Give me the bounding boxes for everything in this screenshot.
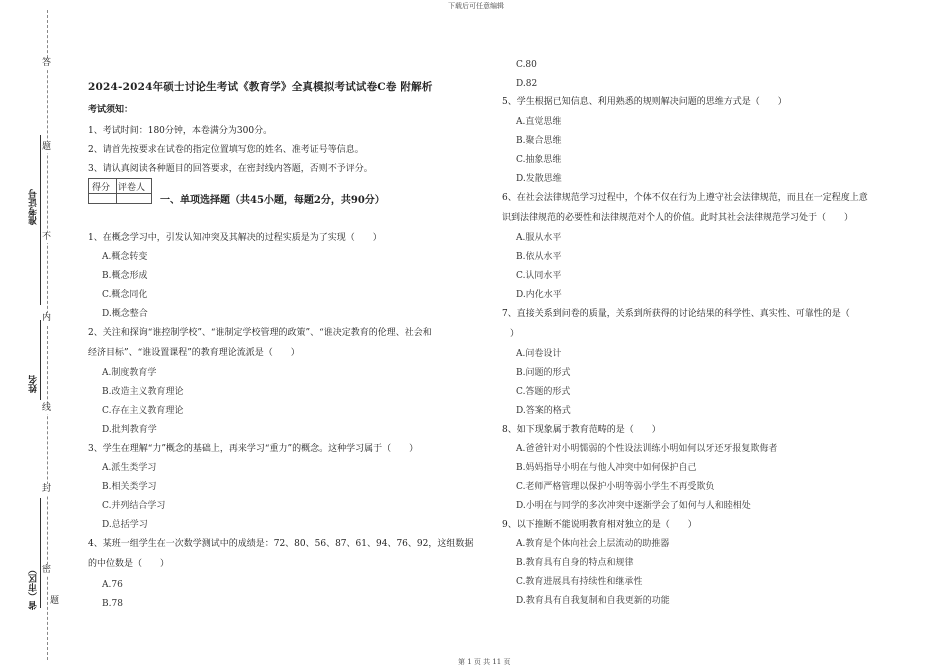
question-text-cont: ）	[510, 329, 520, 339]
answer-option[interactable]: B.相关类学习	[102, 482, 157, 492]
answer-option[interactable]: B.改造主义教育理论	[102, 387, 184, 397]
page-footer: 第 1 页 共 11 页	[458, 658, 511, 666]
answer-option[interactable]: B.教育具有自身的特点和规律	[516, 558, 634, 568]
grader-label: 评卷人	[118, 183, 146, 193]
answer-option[interactable]: D.82	[516, 79, 538, 89]
answer-option[interactable]: C.抽象思维	[516, 155, 562, 165]
answer-option[interactable]: A.爸爸针对小明懦弱的个性设法训练小明如何以牙还牙报复欺侮者	[516, 444, 778, 454]
answer-option[interactable]: C.并列结合学习	[102, 501, 166, 511]
answer-option[interactable]: A.教育是个体向社会上层流动的助推器	[516, 539, 670, 549]
answer-option[interactable]: A.76	[102, 580, 123, 590]
answer-option[interactable]: A.制度教育学	[102, 368, 157, 378]
answer-option[interactable]: D.教育具有自我复制和自我更新的功能	[516, 596, 670, 606]
answer-option[interactable]: C.答题的形式	[516, 387, 571, 397]
answer-option[interactable]: D.答案的格式	[516, 406, 571, 416]
question-text: 6、在社会法律规范学习过程中，个体不仅在行为上遵守社会法律规范，而且在一定程度上意	[502, 193, 868, 203]
question-text-cont: 经济目标”、“谁设置课程”的教育理论流派是（ ）	[88, 348, 300, 358]
answer-option[interactable]: C.存在主义教育理论	[102, 406, 184, 416]
answer-option[interactable]: A.服从水平	[516, 233, 562, 243]
answer-option[interactable]: B.问题的形式	[516, 368, 571, 378]
answer-option[interactable]: C.认同水平	[516, 271, 562, 281]
answer-option[interactable]: D.概念整合	[102, 309, 148, 319]
margin-char: 线	[42, 403, 52, 413]
header-note: 下载后可任意编辑	[448, 2, 504, 10]
answer-option[interactable]: A.派生类学习	[102, 463, 157, 473]
answer-option[interactable]: B.78	[102, 599, 123, 609]
exam-number-label: 准考证号	[29, 189, 39, 225]
answer-option[interactable]: B.概念形成	[102, 271, 148, 281]
margin-char: 封	[42, 484, 52, 494]
margin-char: 密	[42, 565, 52, 575]
question-text: 8、如下现象属于教育范畴的是（ ）	[502, 425, 661, 435]
answer-option[interactable]: D.小明在与同学的多次冲突中逐渐学会了如何与人和睦相处	[516, 501, 751, 511]
answer-option[interactable]: D.总括学习	[102, 520, 148, 530]
answer-option[interactable]: D.内化水平	[516, 290, 562, 300]
margin-char: 内	[42, 313, 52, 323]
notice-item: 3、请认真阅读各种题目的回答要求，在密封线内答题，否则不予评分。	[88, 164, 373, 174]
answer-option[interactable]: C.概念同化	[102, 290, 148, 300]
question-text-cont: 的中位数是（ ）	[88, 559, 170, 569]
exam-number-line	[40, 135, 41, 305]
answer-option[interactable]: A.直觉思维	[516, 117, 562, 127]
notice-item: 1、考试时间：180分钟，本卷满分为300分。	[88, 126, 273, 136]
margin-char: 题	[42, 142, 52, 152]
margin-char: 不	[42, 232, 52, 242]
answer-option[interactable]: D.发散思维	[516, 174, 562, 184]
question-text: 1、在概念学习中，引发认知冲突及其解决的过程实质是为了实现（ ）	[88, 233, 382, 243]
province-line	[40, 498, 41, 608]
answer-option[interactable]: C.教育进展具有持续性和继承性	[516, 577, 643, 587]
margin-char: 题	[50, 596, 60, 606]
question-text: 7、直接关系到问卷的质量，关系到所获得的讨论结果的科学性、真实性、可靠性的是（	[502, 309, 850, 319]
answer-option[interactable]: A.概念转变	[102, 252, 148, 262]
paper-title: 2024-2024年硕士讨论生考试《教育学》全真模拟考试试卷C卷 附解析	[88, 81, 433, 93]
province-label: 省（市区）	[29, 565, 39, 610]
question-text-cont: 识到法律规范的必要性和法律规范对个人的价值。此时其社会法律规范学习处于（ ）	[502, 213, 854, 223]
name-line	[40, 320, 41, 400]
notice-item: 2、请首先按要求在试卷的指定位置填写您的姓名、准考证号等信息。	[88, 145, 364, 155]
answer-option[interactable]: C.80	[516, 60, 537, 70]
margin-char: 答	[42, 58, 52, 68]
question-text: 4、某班一组学生在一次数学测试中的成绩是：72、80、56、87、61、94、76、92，这组数据	[88, 539, 474, 549]
answer-option[interactable]: A.问卷设计	[516, 349, 562, 359]
binding-dashed-line	[47, 10, 48, 660]
score-label: 得分	[92, 183, 111, 193]
notice-heading: 考试须知：	[88, 105, 134, 115]
question-text: 3、学生在理解“力”概念的基础上，再来学习“重力”的概念。这种学习属于（ ）	[88, 444, 419, 454]
question-text: 2、关注和探询“谁控制学校”、“谁制定学校管理的政策”、“谁决定教育的伦理、社会和	[88, 328, 432, 338]
answer-option[interactable]: C.老师严格管理以保护小明等弱小学生不再受欺负	[516, 482, 715, 492]
answer-option[interactable]: B.妈妈指导小明在与他人冲突中如何保护自己	[516, 463, 697, 473]
answer-option[interactable]: B.依从水平	[516, 252, 562, 262]
name-label: 姓名	[29, 375, 39, 393]
answer-option[interactable]: B.聚合思维	[516, 136, 562, 146]
answer-option[interactable]: D.批判教育学	[102, 425, 157, 435]
section-heading: 一、单项选择题（共45小题，每题2分，共90分）	[160, 195, 385, 206]
question-text: 9、以下推断不能说明教育相对独立的是（ ）	[502, 520, 697, 530]
question-text: 5、学生根据已知信息、利用熟悉的规则解决问题的思维方式是（ ）	[502, 97, 787, 107]
